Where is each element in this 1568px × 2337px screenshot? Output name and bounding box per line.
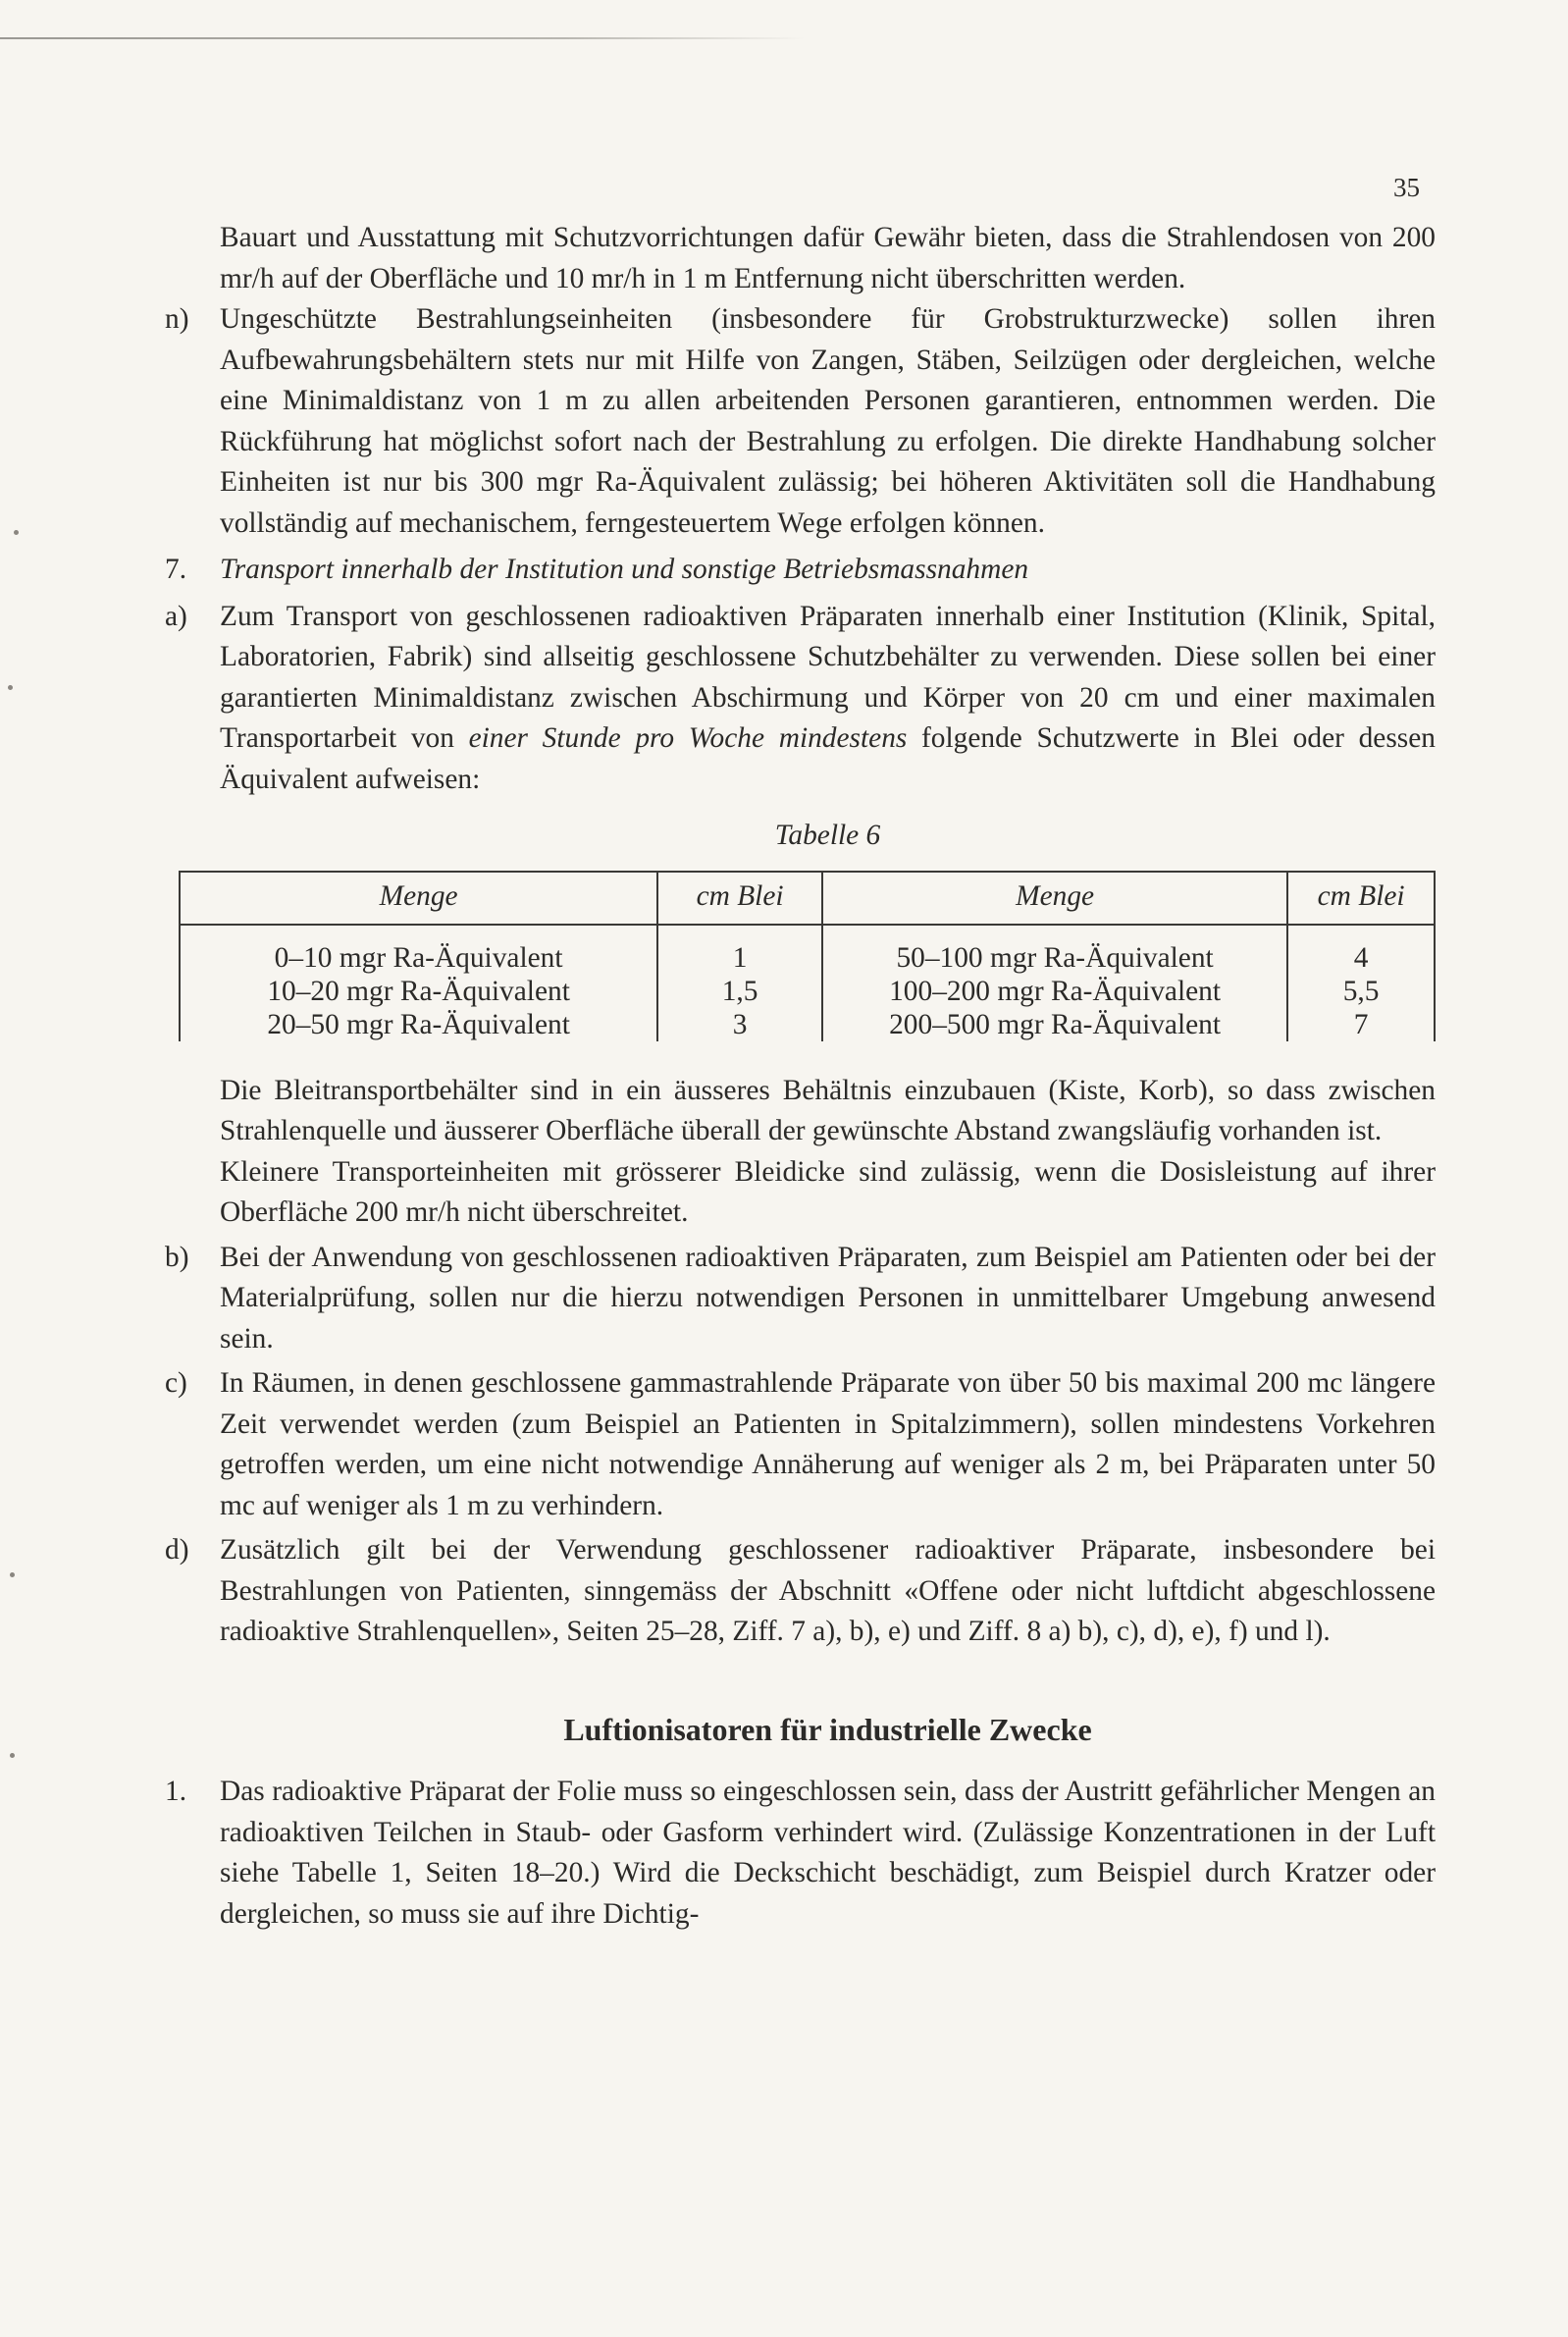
page-number: 35: [1393, 173, 1420, 202]
table-cell: 3: [657, 1008, 822, 1041]
item-text: Das radioaktive Präparat der Folie muss so eingeschlossen sein, dass der Austritt gefährlicher Mengen an radioaktiven Teilchen in Staub- oder Gasform verhindert wird. (Zulässige Konzentrationen in der Luft siehe Tabelle 1, Seiten 18–20.) Wird die Deckschicht beschädigt, zum Beispiel durch Kratzer oder dergleichen, so muss sie auf ihre Dichtig-: [220, 1776, 1436, 1930]
table-header-row: [180, 872, 1435, 925]
table-cell: 7: [1287, 1008, 1435, 1041]
table-cell: 20–50 mgr Ra-Äquivalent: [180, 1008, 657, 1041]
table-cell: 4: [1287, 925, 1435, 975]
table-cell: 5,5: [1287, 975, 1435, 1008]
margin-speck: [8, 685, 13, 690]
section-title: Transport innerhalb der Institution und sonstige Betriebsmassnahmen: [220, 554, 1029, 585]
table-cell: 0–10 mgr Ra-Äquivalent: [180, 925, 657, 975]
margin-speck: [14, 530, 19, 535]
section-label: 7.: [165, 554, 187, 585]
item-a: [165, 597, 1436, 801]
table-row: [180, 1008, 1435, 1041]
item-text-part: Zum Transport von geschlossenen radioaktiven Präparaten innerhalb einer Institution (Klinik, Spital, Laboratorien, Fabrik) sind allseitig geschlossene Schutzbehälter zu verwenden. Diese sollen bei einer garantierten Minimaldistanz zwischen Abschirmung und Körper von 20 cm und einer maximalen Transportarbeit von: [220, 600, 1436, 754]
table-cell: 50–100 mgr Ra-Äquivalent: [822, 925, 1287, 975]
item-c: [165, 1363, 1436, 1526]
page-body: [165, 218, 1436, 1935]
table-row: [180, 925, 1435, 975]
section-7-heading: [165, 550, 1436, 591]
paragraph-kleinere: Kleinere Transporteinheiten mit grösserer Bleidicke sind zulässig, wenn die Dosisleistung auf ihrer Oberfläche 200 mr/h nicht überschreitet.: [220, 1155, 1436, 1228]
item-label: 1.: [165, 1776, 187, 1807]
item-text: In Räumen, in denen geschlossene gammastrahlende Präparate von über 50 bis maximal 200 mc längere Zeit verwendet werden (zum Beispiel an Patienten in Spitalzimmern), sollen mindestens Vorkehren getroffen werden, um eine nicht notwendige Annäherung auf weniger als 2 m, bei Präparaten unter 50 mc auf weniger als 1 m zu verhindern.: [220, 1367, 1436, 1521]
item-text: [220, 597, 1436, 801]
col-header: cm Blei: [657, 872, 822, 925]
table-row: [180, 975, 1435, 1008]
table-6: [179, 871, 1436, 1041]
table-cell: 200–500 mgr Ra-Äquivalent: [822, 1008, 1287, 1041]
item-text-part: folgende Schutzwerte in Blei oder dessen Äquivalent aufweisen:: [220, 722, 1436, 795]
intro-paragraph: Bauart und Ausstattung mit Schutzvorrichtungen dafür Gewähr bieten, dass die Strahlendosen von 200 mr/h auf der Oberfläche und 10 mr/h in 1 m Entfernung nicht überschritten werden.: [220, 222, 1436, 294]
item-label: d): [165, 1534, 189, 1566]
table-cell: 1: [657, 925, 822, 975]
item-d: [165, 1530, 1436, 1653]
col-header: Menge: [180, 872, 657, 925]
item-1: [165, 1772, 1436, 1935]
item-b: [165, 1238, 1436, 1360]
item-label: a): [165, 600, 187, 632]
top-rule: [0, 37, 805, 39]
item-label: n): [165, 303, 189, 335]
margin-speck: [10, 1753, 15, 1758]
paragraph-bleitransport: Die Bleitransportbehälter sind in ein äusseres Behältnis einzubauen (Kiste, Korb), so dass zwischen Strahlenquelle und äusserer Oberfläche überall der gewünschte Abstand zwangsläufig vorhanden ist.: [220, 1074, 1436, 1146]
section-heading: Luftionisatoren für industrielle Zwecke: [563, 1711, 1092, 1747]
item-text: Ungeschützte Bestrahlungseinheiten (insbesondere für Grobstrukturzwecke) sollen ihren Aufbewahrungsbehältern stets nur mit Hilfe von Zangen, Stäben, Seilzügen oder dergleichen, welche eine Minimaldistanz von 1 m zu allen arbeitenden Personen garantieren, entnommen werden. Die Rückführung hat möglichst sofort nach der Bestrahlung zu erfolgen. Die direkte Handhabung solcher Einheiten ist nur bis 300 mgr Ra-Äquivalent zulässig; bei höheren Aktivitäten soll die Handhabung vollständig auf mechanischem, ferngesteuertem Wege erfolgen können.: [220, 303, 1436, 539]
item-text: Bei der Anwendung von geschlossenen radioaktiven Präparaten, zum Beispiel am Patienten oder bei der Materialprüfung, sollen nur die hierzu notwendigen Personen in unmittelbarer Umgebung anwesend sein.: [220, 1241, 1436, 1354]
table-cell: 1,5: [657, 975, 822, 1008]
item-text-italic: einer Stunde pro Woche mindestens: [468, 722, 908, 754]
table-title: Tabelle 6: [774, 820, 881, 851]
item-n: [165, 299, 1436, 544]
item-text: Zusätzlich gilt bei der Verwendung geschlossener radioaktiver Präparate, insbesondere bei Bestrahlungen von Patienten, sinngemäss der Abschnitt «Offene oder nicht luftdicht abgeschlossene radioaktive Strahlenquellen», Seiten 25–28, Ziff. 7 a), b), e) und Ziff. 8 a) b), c), d), e), f) und l).: [220, 1534, 1436, 1647]
table-cell: 100–200 mgr Ra-Äquivalent: [822, 975, 1287, 1008]
col-header: cm Blei: [1287, 872, 1435, 925]
margin-speck: [10, 1572, 15, 1577]
item-label: c): [165, 1367, 187, 1399]
col-header: Menge: [822, 872, 1287, 925]
data-table: [179, 871, 1436, 1041]
item-label: b): [165, 1241, 189, 1273]
table-cell: 10–20 mgr Ra-Äquivalent: [180, 975, 657, 1008]
